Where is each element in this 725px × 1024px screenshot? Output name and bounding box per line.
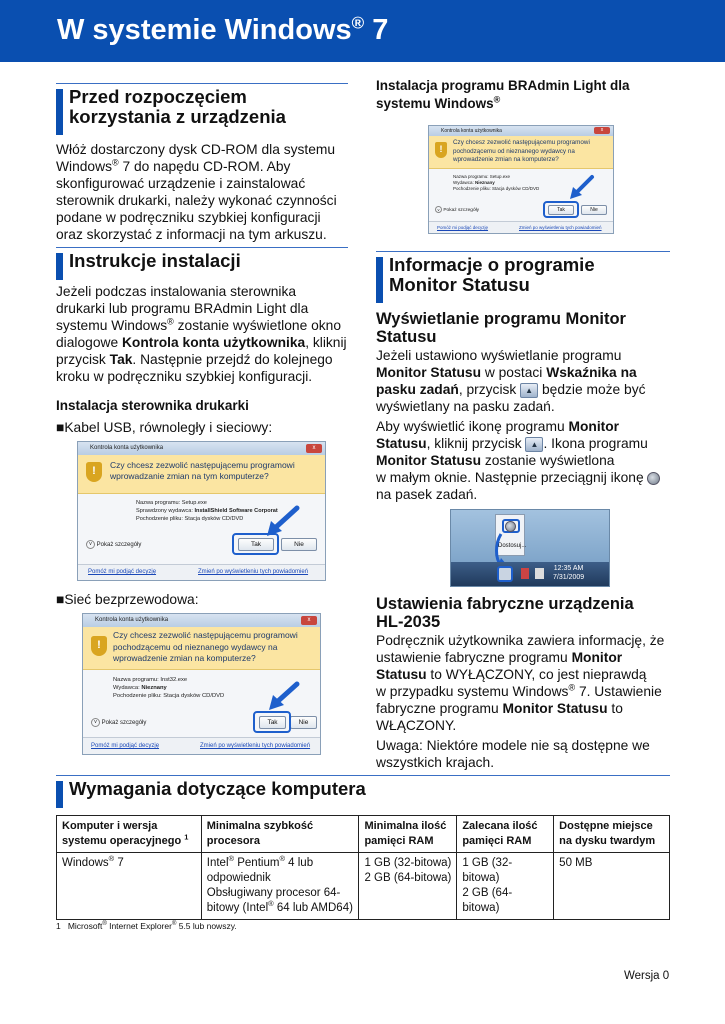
- tray-date: 7/31/2009: [553, 574, 585, 581]
- customize-link[interactable]: Dostosuj...: [498, 543, 527, 549]
- bradmin-heading: Instalacja programu BRAdmin Light dla systemu Windows®: [376, 78, 630, 111]
- section-header-monitor: [376, 251, 670, 303]
- no-button[interactable]: Nie: [281, 538, 317, 551]
- header-disk: Dostępne miejsce na dysku twardym: [554, 816, 670, 853]
- install-paragraph: Jeżeli podczas instalowania sterownika drukarki lub programu BRAdmin Light dla systemu Windows® zostanie wyświetlone okno dialogowe Kontrola konta użytkownika, kliknij przycisk Tak. Następnie przejdź do kolejnego kroku w podręczniku szybkiej konfiguracji.: [56, 284, 347, 384]
- section-title-install: Instrukcje instalacji: [69, 250, 241, 271]
- section-title-monitor: Informacje o programie Monitor Statusu: [389, 254, 595, 295]
- change-link[interactable]: Zmień po wyświetleniu tych powiadomień: [198, 569, 309, 575]
- status-monitor-icon: [505, 521, 516, 532]
- chevron-down-icon: v: [91, 718, 100, 727]
- header-cpu: Minimalna szybkość procesora: [201, 816, 359, 853]
- arrow-icon: [567, 174, 597, 202]
- change-link[interactable]: Zmień po wyświetleniu tych powiadomień: [519, 225, 602, 230]
- close-icon: x: [306, 444, 322, 453]
- before-paragraph: Włóż dostarczony dysk CD-ROM dla systemu Windows® 7 do napędu CD-ROM. Aby skonfigurować urządzenie i zainstalować sterownik drukarki, należy wykonać czynności podane w podręczniku szybkiej konfiguracji oraz skorzystać z informacji na tym arkuszu.: [56, 142, 337, 242]
- section-header-requirements: [56, 775, 670, 807]
- yes-button[interactable]: Tak: [548, 205, 574, 215]
- monitor-display-p2: Aby wyświetlić ikonę programu Monitor Statusu, kliknij przycisk ▲ . Ikona programu Monitor Statusu zostanie wyświetlona w małym oknie. Następnie przeciągnij ikonę na pasek zadań.: [376, 418, 676, 503]
- section-header-install: [56, 247, 348, 279]
- yes-button[interactable]: Tak: [259, 716, 286, 729]
- help-link[interactable]: Pomóż mi podjąć decyzję: [91, 743, 160, 749]
- cell-cpu: Intel® Pentium® 4 lub odpowiednik Obsługiwany procesor 64- bitowy (Intel® 64 lub AMD64): [201, 853, 359, 920]
- monitor-display-p1: Jeżeli ustawiono wyświetlanie programu Monitor Statusu w postaci Wskaźnika na pasku zadań, przycisk ▲ będzie może być wyświetlany na pasku zadań.: [376, 348, 646, 414]
- chevron-down-icon: v: [86, 540, 95, 549]
- header-os: Komputer i wersja systemu operacyjnego $^1$: [57, 816, 202, 853]
- yes-button[interactable]: Tak: [238, 538, 274, 551]
- close-icon: x: [301, 616, 317, 625]
- change-link[interactable]: Zmień po wyświetleniu tych powiadomień: [200, 743, 311, 749]
- help-link[interactable]: Pomóż mi podjąć decyzję: [88, 569, 157, 575]
- header-rec-ram: Zalecana ilość pamięci RAM: [457, 816, 554, 853]
- cell-os: Windows® 7: [57, 853, 202, 920]
- version-label: Wersja 0: [624, 970, 670, 982]
- cell-min-ram: 1 GB (32-bitowa) 2 GB (64-bitowa): [359, 853, 457, 920]
- title-banner: [0, 0, 725, 62]
- taskbar-arrow-button-icon: ▲: [525, 437, 543, 452]
- cell-rec-ram: 1 GB (32-bitowa) 2 GB (64-bitowa): [457, 853, 554, 920]
- driver-heading: Instalacja sterownika drukarki: [56, 398, 249, 413]
- header-min-ram: Minimalna ilość pamięci RAM: [359, 816, 457, 853]
- section-header-before: [56, 83, 348, 135]
- help-link[interactable]: Pomóż mi podjąć decyzję: [437, 225, 489, 230]
- uac-dialog-wireless: Kontrola konta użytkownika x ! Czy chcesz zezwolić następującemu programowi pochodzącemu od nieznanego wydawcy na wprowadzenie zmian na komputerze? Nazwa programu: Inst32.exe Wydawca: Nieznany Pochodzenie pliku: Stacja dysków CD/DVD v Pokaż szczegóły Tak Nie Pomóż mi podjąć decyzję Zmień po wyświetleniu tych powiadomień: [82, 613, 321, 755]
- no-button[interactable]: Nie: [581, 205, 607, 215]
- yes-highlight: [543, 201, 579, 218]
- table-row: [57, 853, 670, 920]
- status-monitor-icon: [647, 472, 660, 485]
- section-title-requirements: Wymagania dotyczące komputera: [69, 778, 366, 799]
- usb-bullet: ■Kabel USB, równoległy i sieciowy:: [56, 420, 273, 435]
- footnote: 1 Microsoft® Internet Explorer® 5.5 lub nowszy.: [56, 921, 237, 931]
- tray-time: 12:35 AM: [553, 565, 584, 572]
- monitor-display-heading: Wyświetlanie programu Monitor Statusu: [376, 310, 626, 346]
- arrow-icon: [265, 680, 303, 712]
- section-title-before: Przed rozpoczęciem korzystania z urządzenia: [69, 86, 286, 127]
- factory-heading: Ustawienia fabryczne urządzenia HL-2035: [376, 595, 634, 631]
- shield-icon: !: [86, 462, 102, 482]
- chevron-down-icon: v: [435, 206, 442, 213]
- requirements-table: [56, 815, 670, 920]
- uac-dialog-bradmin: Kontrola konta użytkownika x ! Czy chcesz zezwolić następującemu programowi pochodzącemu od nieznanego wydawcy na wprowadzenie zmian na komputerze? Nazwa programu: Setup.exe Wydawca: Nieznany Pochodzenie pliku: Stacja dysków CD/DVD v Pokaż szczegóły Tak Nie Pomóż mi podjąć decyzję Zmień po wyświetleniu tych powiadomień: [428, 125, 614, 234]
- uac-dialog-usb: Kontrola konta użytkownika x ! Czy chcesz zezwolić następującemu programowi wprowadzanie zmian na tym komputerze? Nazwa programu: Setup.exe Sprawdzony wydawca: InstallShield Software Corporat Pochodzenie pliku: Stacja dysków CD/DVD v Pokaż szczegóły Tak Nie Pomóż mi podjąć decyzję Zmień po wyświetleniu tych powiadomień: [77, 441, 326, 581]
- page-title: W systemie Windows® 7: [57, 13, 389, 46]
- factory-note: Uwaga: Niektóre modele nie są dostępne we wszystkich krajach.: [376, 738, 650, 770]
- yes-highlight: [253, 711, 291, 733]
- wireless-bullet: ■Sieć bezprzewodowa:: [56, 592, 199, 607]
- taskbar-arrow-button-icon: ▲: [520, 383, 538, 398]
- table-header-row: [57, 816, 670, 853]
- taskbar-screenshot: [450, 509, 610, 587]
- arrow-icon: [263, 504, 303, 538]
- no-button[interactable]: Nie: [290, 716, 317, 729]
- cell-disk: 50 MB: [554, 853, 670, 920]
- shield-icon: !: [435, 142, 447, 158]
- factory-paragraph: Podręcznik użytkownika zawiera informację, że ustawienie fabryczne programu Monitor Statusu to WYŁĄCZONY, co jest nieprawdą w przypadku systemu Windows® 7. Ustawienie fabryczne programu Monitor Statusu to WŁĄCZONY.: [376, 633, 665, 733]
- shield-icon: !: [91, 636, 107, 656]
- close-icon: x: [594, 127, 610, 134]
